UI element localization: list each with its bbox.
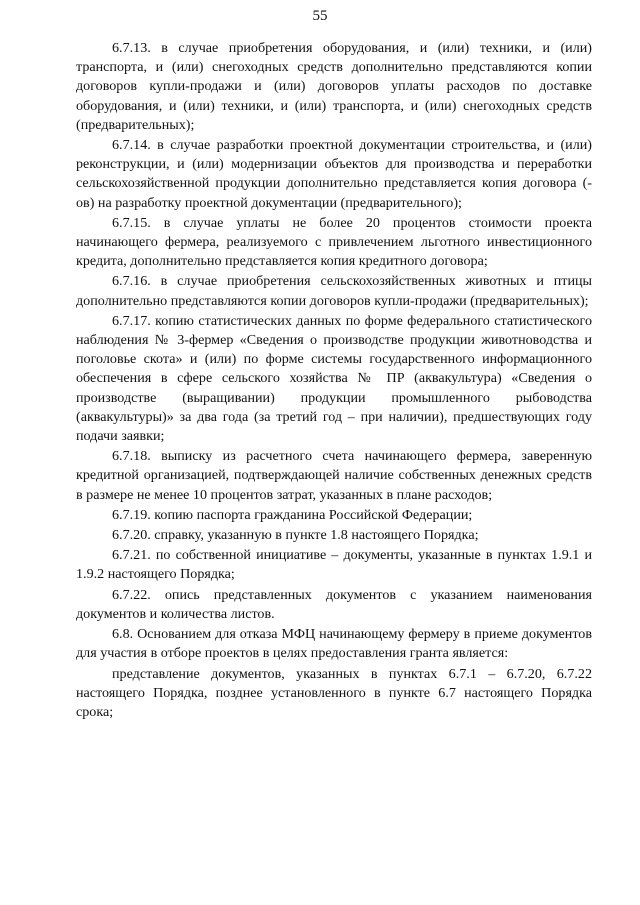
paragraph-6-7-20: 6.7.20. справку, указанную в пункте 1.8 настоящего Порядка; xyxy=(112,527,479,544)
page-number: 55 xyxy=(312,8,328,24)
paragraph-6-7-15: 6.7.15. в случае уплаты не более 20 процентов стоимости проекта начинающего фермера, реализуемого с привлечением льготного инвестиционного кредита, дополнительно представляется копия кредитного договора; xyxy=(76,214,592,270)
paragraph-6-7-16: 6.7.16. в случае приобретения сельскохозяйственных животных и птицы дополнительно представляются копии договоров купли-продажи (предварительных); xyxy=(76,273,592,309)
paragraph-6-8: 6.8. Основанием для отказа МФЦ начинающему фермеру в приеме документов для участия в отборе проектов в целях предоставления гранта является: xyxy=(76,626,592,662)
paragraph-6-7-19: 6.7.19. копию паспорта гражданина Российской Федерации; xyxy=(112,506,473,523)
paragraph-6-7-18: 6.7.18. выписку из расчетного счета начинающего фермера, заверенную кредитной организацией, подтверждающей наличие собственных денежных средств в размере не менее 10 процентов затрат, указанных в плане расходов; xyxy=(76,448,592,503)
paragraph-6-7-14: 6.7.14. в случае разработки проектной документации строительства, и (или) реконструкции, и (или) модернизации объектов для производства и переработки сельскохозяйственной продукции дополнительно представляется копия договора (-ов) на разработку проектной документации (предварительного); xyxy=(76,137,592,211)
document-body xyxy=(76,39,592,723)
paragraph-6-7-17: 6.7.17. копию статистических данных по форме федерального статистического наблюдения № 3-фермер «Сведения о производстве продукции животноводства и поголовье скота» и (или) по форме системы государственного информационного обеспечения в сфере сельского хозяйства № ПР (аквакультура) «Сведения о производстве (выращивании) продукции промышленного рыбоводства (аквакультуры)» за два года (за третий год – при наличии), предшествующих году подачи заявки; xyxy=(76,312,592,445)
paragraph-6-7-21: 6.7.21. по собственной инициативе – документы, указанные в пунктах 1.9.1 и 1.9.2 настоящего Порядка; xyxy=(76,547,592,583)
paragraph-refusal-ground: представление документов, указанных в пунктах 6.7.1 – 6.7.20, 6.7.22 настоящего Порядка, позднее установленного в пункте 6.7 настоящего Порядка срока; xyxy=(76,665,592,720)
paragraph-6-7-22: 6.7.22. опись представленных документов с указанием наименования документов и количества листов. xyxy=(76,586,592,622)
paragraph-6-7-13: 6.7.13. в случае приобретения оборудования, и (или) техники, и (или) транспорта, и (или) снегоходных средств дополнительно представляются копии договоров купли-продажи и (или) договоров уплаты расходов по доставке оборудования, и (или) техники, и (или) транспорта, и (или) снегоходных средств (предварительных); xyxy=(76,40,592,133)
